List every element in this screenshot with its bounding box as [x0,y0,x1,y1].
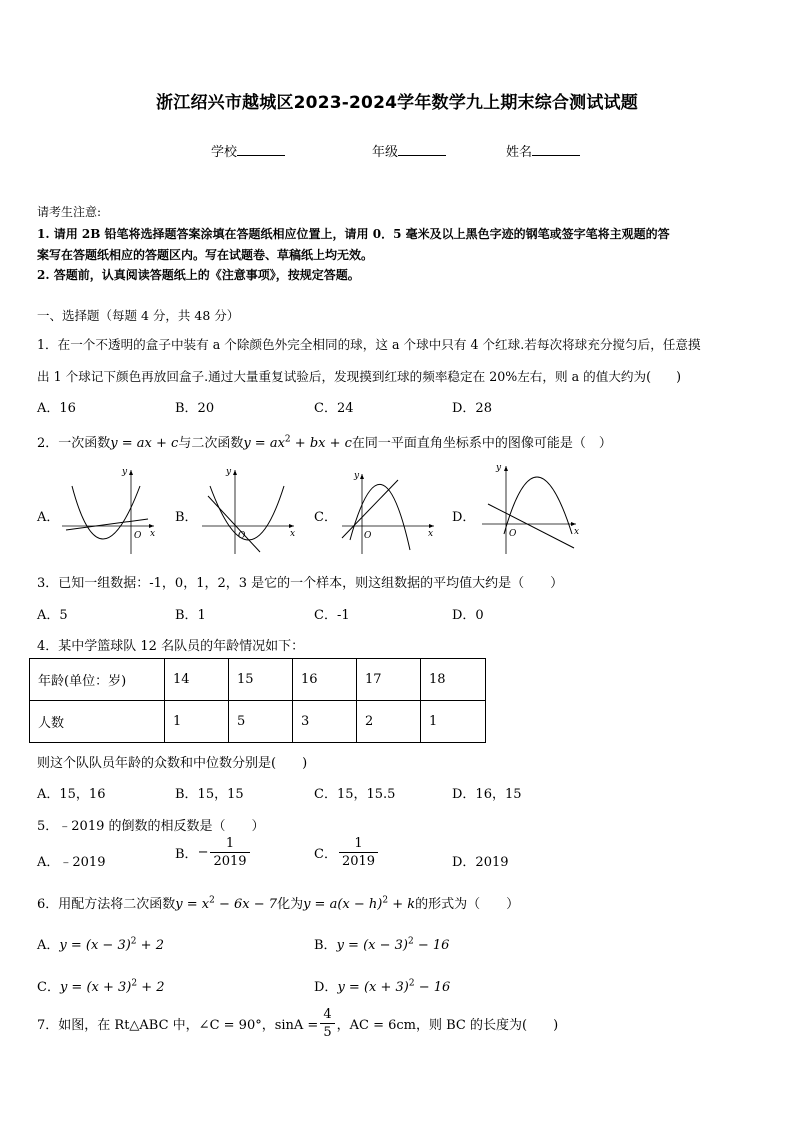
graph-b-y-label: y [226,467,232,477]
q6-option-a[interactable] [37,934,164,953]
q4-follow: 则这个队队员年龄的众数和中位数分别是( ) [37,756,308,771]
table-cell: 2 [357,701,421,743]
q2-graph-b [198,464,298,556]
q6-option-a-exponent: 2 [130,936,137,947]
graph-a-x-label: x [150,529,156,539]
q4-option-a[interactable]: A．15，16 [37,787,106,802]
graph-a-origin: O [134,531,142,541]
q5-option-b[interactable] [175,835,252,870]
table-cell: 17 [357,659,421,701]
q6-formula-2a: y = a(x − h) [303,897,383,912]
name-field[interactable] [506,141,580,160]
q3-option-c[interactable]: C．-1 [314,608,350,623]
notice-line-2: 案写在答题纸相应的答题区内。写在试题卷、草稿纸上均无效。 [37,248,374,262]
q6-option-d-formula: y = (x + 3) [337,980,409,995]
graph-b-x-label: x [290,529,296,539]
table-cell: 1 [421,701,486,743]
q1-option-c[interactable]: C．24 [314,401,354,416]
q2-suffix: 在同一平面直角坐标系中的图像可能是（ ） [351,436,612,451]
q7-prefix: 7．如图，在 Rt△ABC 中，∠C = 90°，sinA = [37,1018,319,1033]
q7-suffix: ，AC = 6cm，则 BC 的长度为( ) [336,1018,559,1033]
q6-prefix: 6．用配方法将二次函数 [37,897,176,912]
table-cell: 3 [293,701,357,743]
fraction-denominator: 2019 [341,854,376,869]
q6-suffix: 的形式为（ ） [415,897,520,912]
q2-quad-exponent: 2 [284,434,291,445]
q2-option-c[interactable]: C． [314,510,337,525]
school-label: 学校 [211,145,238,160]
q7-fraction [320,1006,334,1041]
q6-option-a-tail: + 2 [136,938,164,953]
fraction-denominator: 5 [323,1025,332,1040]
school-blank[interactable] [237,143,285,156]
q5-option-c-fraction [339,835,378,870]
q2-mid: 与二次函数 [178,436,244,451]
table-cell: 5 [229,701,293,743]
age-table [29,658,486,743]
q6-option-a-formula: y = (x − 3) [59,938,131,953]
q6-option-d[interactable] [314,976,450,995]
table-cell: 14 [165,659,229,701]
name-blank[interactable] [532,143,580,156]
graph-a-y-label: y [122,467,128,477]
fraction-numerator: 1 [210,835,249,853]
q5-option-b-sign: − [197,845,209,860]
table-cell: 人数 [30,701,165,743]
q2-option-a[interactable]: A． [37,510,60,525]
q6-option-c-label: C． [37,980,60,995]
q6-option-b-tail: − 16 [413,938,450,953]
q1-line-1: 1．在一个不透明的盒子中装有 a 个除颜色外完全相同的球，这 a 个球中只有 4 个红球.若每次将球充分搅匀后，任意摸 [37,337,701,352]
q6-stem [37,893,519,912]
q1-option-a[interactable]: A．16 [37,401,76,416]
q2-graph-d [478,460,582,556]
q4-stem: 4．某中学篮球队 12 名队员的年龄情况如下： [37,639,305,654]
q2-linear-formula: y = ax + c [110,436,179,451]
table-cell: 年龄(单位：岁) [30,659,165,701]
q5-option-d[interactable]: D．2019 [452,855,509,870]
q1-option-b[interactable]: B．20 [175,401,215,416]
q2-prefix: 2．一次函数 [37,436,111,451]
graph-d-y-label: y [496,463,502,473]
table-cell: 1 [165,701,229,743]
table-cell: 16 [293,659,357,701]
grade-blank[interactable] [398,143,446,156]
grade-field[interactable] [372,141,446,160]
graph-b-origin: O [238,531,246,541]
table-cell: 15 [229,659,293,701]
graph-c-x-label: x [428,529,434,539]
fraction-numerator: 1 [339,835,378,853]
q6-option-a-label: A． [37,938,60,953]
q6-option-d-exponent: 2 [408,978,415,989]
notice-line-1: 1. 请用 2B 铅笔将选择题答案涂填在答题纸相应位置上，请用 0．5 毫米及以上黑色字迹的钢笔或签字笔将主观题的答 [37,227,670,241]
q3-option-b[interactable]: B．1 [175,608,206,623]
graph-c-y-label: y [354,471,360,481]
grade-label: 年级 [372,145,399,160]
q2-stem [37,432,612,451]
q4-option-c[interactable]: C．15，15.5 [314,787,396,802]
q6-option-b-label: B． [314,938,337,953]
q5-option-c-label: C． [314,847,337,862]
q7-stem [37,1006,558,1041]
graph-c-origin: O [364,531,372,541]
fraction-denominator: 2019 [213,854,247,869]
q6-option-c[interactable] [37,976,165,995]
graph-d-origin: O [509,529,517,539]
graph-d-x-label: x [574,527,580,537]
notice-heading: 请考生注意: [37,205,102,219]
q6-formula-1c: − 6x − 7 [214,897,278,912]
q5-option-b-label: B． [175,847,198,862]
notice-line-3: 2. 答题前，认真阅读答题纸上的《注意事项》，按规定答题。 [37,268,360,282]
q2-quad-formula-a: y = ax [243,436,285,451]
q3-option-a[interactable]: A．5 [37,608,68,623]
q6-option-d-label: D． [314,980,338,995]
q4-option-b[interactable]: B．15，15 [175,787,244,802]
q6-option-b-exponent: 2 [407,936,414,947]
q5-stem: 5．﹣2019 的倒数的相反数是（ ） [37,819,265,834]
q3-stem: 3．已知一组数据：-1，0，1，2，3 是它的一个样本，则这组数据的平均值大约是（ ） [37,576,564,591]
q6-option-c-tail: + 2 [137,980,165,995]
q4-option-d[interactable]: D．16，15 [452,787,522,802]
fraction-numerator: 4 [320,1006,334,1024]
q2-graph-c [338,464,438,556]
q2-quad-formula-c: + bx + c [290,436,352,451]
school-field[interactable] [211,141,285,160]
table-row [30,701,486,743]
q3-option-d[interactable]: D．0 [452,608,484,623]
table-row [30,659,486,701]
table-cell: 18 [421,659,486,701]
name-label: 姓名 [506,145,533,160]
q5-option-b-fraction [210,835,249,870]
q6-option-d-tail: − 16 [414,980,451,995]
q6-option-c-formula: y = (x + 3) [59,980,132,995]
section-heading: 一、选择题（每题 4 分，共 48 分） [37,308,240,323]
q1-option-d[interactable]: D．28 [452,401,492,416]
page-title: 浙江绍兴市越城区2023-2024学年数学九上期末综合测试试题 [156,93,638,113]
q6-mid: 化为 [277,897,304,912]
q6-formula-1-exponent: 2 [209,895,215,906]
q2-option-d[interactable]: D． [452,510,476,525]
q2-option-b[interactable]: B． [175,510,198,525]
q6-formula-2c: + k [388,897,416,912]
q6-option-c-exponent: 2 [131,978,138,989]
q5-option-a[interactable]: A．﹣2019 [37,855,106,870]
q6-option-b-formula: y = (x − 3) [336,938,408,953]
q6-formula-2-exponent: 2 [382,895,389,906]
q6-formula-1a: y = x [175,897,210,912]
q6-option-b[interactable] [314,934,449,953]
q5-option-c[interactable] [314,835,380,870]
q1-line-2: 出 1 个球记下颜色再放回盒子.通过大量重复试验后，发现摸到红球的频率稳定在 20%左右，则 a 的值大约为( ) [37,369,682,384]
q2-graph-a [58,464,158,556]
